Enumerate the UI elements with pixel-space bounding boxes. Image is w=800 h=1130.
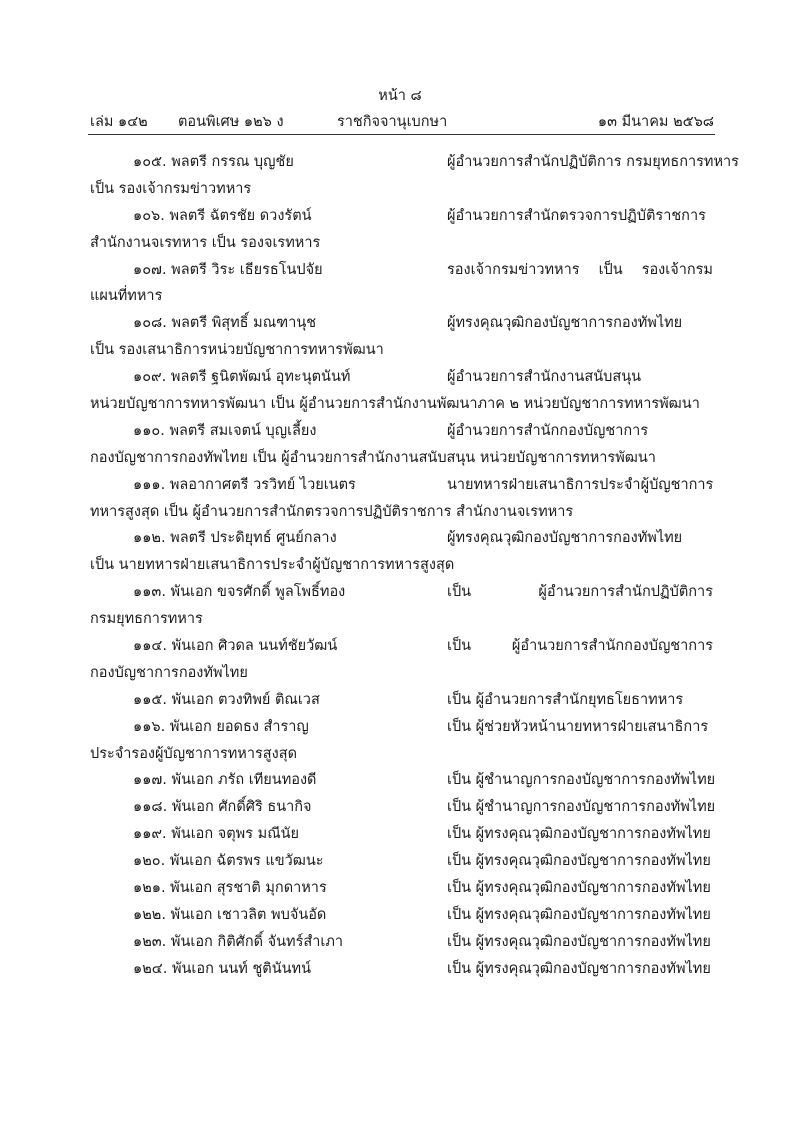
- position-continuation: เป็น รองเสนาธิการหน่วยบัญชาการทหารพัฒนา: [90, 342, 384, 359]
- list-item: [90, 902, 713, 929]
- position-text: รองเจ้ากรมข่าวทหาร เป็น รองเจ้ากรม: [447, 261, 713, 278]
- officer-name: ๑๐๙. พลตรี ฐนิตพัฒน์ อุทะนุตนันท์: [133, 369, 351, 386]
- list-item: [90, 203, 713, 230]
- position-continuation: แผนที่ทหาร: [90, 288, 163, 305]
- position-text: ผู้ทรงคุณวุฒิกองบัญชาการกองทัพไทย: [447, 530, 683, 547]
- officer-name: ๑๒๔. พันเอก นนท์ ชูตินันทน์: [133, 960, 312, 977]
- list-item-continuation: [90, 283, 713, 310]
- position-continuation: เป็น รองเจ้ากรมข่าวทหาร: [90, 180, 252, 197]
- position-continuation: ทหารสูงสุด เป็น ผู้อำนวยการสำนักตรวจการปฏิบัติราชการ สำนักงานจเรทหาร: [90, 503, 574, 520]
- volume: เล่ม ๑๔๒: [90, 114, 148, 130]
- page-number: หน้า ๘: [378, 88, 422, 104]
- position-continuation: กองบัญชาการกองทัพไทย: [90, 664, 248, 681]
- list-item: [90, 875, 713, 902]
- officer-name: ๑๒๑. พันเอก สุรชาติ มุกดาหาร: [133, 880, 327, 897]
- list-item-continuation: [90, 741, 713, 768]
- position-text: ผู้อำนวยการสำนักปฏิบัติการ กรมยุทธการทหาร: [447, 154, 739, 170]
- position-text: เป็น ผู้ทรงคุณวุฒิกองบัญชาการกองทัพไทย: [447, 853, 711, 870]
- list-item-continuation: [90, 337, 713, 364]
- position-continuation: กรมยุทธการทหาร: [90, 611, 203, 628]
- position-text: เป็น ผู้ทรงคุณวุฒิกองบัญชาการกองทัพไทย: [447, 960, 711, 977]
- position-continuation: หน่วยบัญชาการทหารพัฒนา เป็น ผู้อำนวยการสำนักงานพัฒนาภาค ๒ หน่วยบัญชาการทหารพัฒนา: [90, 396, 700, 413]
- list-item: [90, 418, 713, 445]
- officer-name: ๑๒๐. พันเอก ฉัตรพร แขวัฒนะ: [133, 853, 324, 870]
- officer-name: ๑๐๖. พลตรี ฉัตรชัย ดวงรัตน์: [133, 207, 312, 224]
- position-continuation: สำนักงานจเรทหาร เป็น รองจเรทหาร: [90, 234, 321, 251]
- list-item: [90, 821, 713, 848]
- list-item-continuation: [90, 230, 713, 257]
- appointment-list: [90, 149, 739, 983]
- list-item-continuation: [90, 660, 713, 687]
- officer-name: ๑๑๔. พันเอก ศิวดล นนท์ชัยวัฒน์: [133, 638, 338, 655]
- officer-name: ๑๑๕. พันเอก ตวงทิพย์ ติณเวส: [133, 691, 320, 708]
- list-item: [90, 149, 739, 176]
- date: ๑๓ มีนาคม ๒๕๖๘: [597, 114, 714, 130]
- list-item-continuation: [90, 552, 713, 579]
- officer-name: ๑๒๒. พันเอก เชาวลิต พบจันอัด: [133, 906, 327, 923]
- list-item: [90, 687, 713, 714]
- position-text: เป็น ผู้ทรงคุณวุฒิกองบัญชาการกองทัพไทย: [447, 933, 711, 950]
- position-continuation: กองบัญชาการกองทัพไทย เป็น ผู้อำนวยการสำนักงานสนับสนุน หน่วยบัญชาการทหารพัฒนา: [90, 449, 656, 466]
- position-text: ผู้อำนวยการสำนักตรวจการปฏิบัติราชการ: [447, 207, 706, 224]
- position-text: เป็น ผู้อำนวยการสำนักยุทธโยธาทหาร: [447, 691, 684, 708]
- list-item: [90, 579, 713, 606]
- officer-name: ๑๐๕. พลตรี กรรณ บุญชัย: [133, 154, 294, 170]
- list-item: [90, 714, 713, 741]
- officer-name: ๑๑๒. พลตรี ประดิยุทธ์ ศูนย์กลาง: [133, 530, 337, 547]
- list-item: [90, 472, 713, 499]
- position-text: เป็น ผู้ชำนาญการกองบัญชาการกองทัพไทย: [447, 799, 716, 816]
- list-item: [90, 767, 716, 794]
- list-item-continuation: [90, 176, 713, 203]
- list-item-continuation: [90, 606, 713, 633]
- issue: ตอนพิเศษ ๑๒๖ ง: [178, 114, 284, 130]
- position-text: ผู้อำนวยการสำนักงานสนับสนุน: [447, 369, 642, 386]
- officer-name: ๑๑๙. พันเอก จตุพร มณีนัย: [133, 826, 300, 843]
- position-text: เป็น ผู้อำนวยการสำนักกองบัญชาการ: [447, 638, 713, 655]
- officer-name: ๑๑๐. พลตรี สมเจตน์ บุญเลี้ยง: [133, 422, 317, 439]
- position-text: เป็น ผู้ช่วยหัวหน้านายทหารฝ่ายเสนาธิการ: [447, 718, 709, 735]
- position-text: นายทหารฝ่ายเสนาธิการประจำผู้บัญชาการ: [447, 476, 714, 493]
- gazette-header: [90, 110, 714, 132]
- list-item-continuation: [90, 391, 713, 418]
- position-continuation: เป็น นายทหารฝ่ายเสนาธิการประจำผู้บัญชาการทหารสูงสุด: [90, 557, 455, 574]
- officer-name: ๑๑๓. พันเอก ขจรศักดิ์ พูลโพธิ์ทอง: [133, 584, 346, 601]
- list-item: [90, 848, 713, 875]
- officer-name: ๑๑๑. พลอากาศตรี วรวิทย์ ไวยเนตร: [133, 476, 356, 493]
- position-text: ผู้อำนวยการสำนักกองบัญชาการ: [447, 422, 649, 439]
- header-divider: [88, 134, 715, 135]
- list-item: [90, 794, 716, 821]
- list-item: [90, 364, 713, 391]
- position-text: เป็น ผู้ทรงคุณวุฒิกองบัญชาการกองทัพไทย: [447, 826, 711, 843]
- position-text: เป็น ผู้ทรงคุณวุฒิกองบัญชาการกองทัพไทย: [447, 880, 711, 897]
- list-item: [90, 257, 713, 284]
- position-text: ผู้ทรงคุณวุฒิกองบัญชาการกองทัพไทย: [447, 315, 683, 332]
- list-item: [90, 956, 713, 983]
- list-item: [90, 310, 713, 337]
- publication-title: ราชกิจจานุเบกษา: [337, 114, 448, 130]
- position-continuation: ประจำรองผู้บัญชาการทหารสูงสุด: [90, 745, 297, 762]
- officer-name: ๑๐๘. พลตรี พิสุทธิ์ มณฑานุช: [133, 315, 317, 332]
- list-item-continuation: [90, 445, 713, 472]
- officer-name: ๑๑๖. พันเอก ยอดธง สำราญ: [133, 718, 309, 735]
- officer-name: ๑๑๗. พันเอก ภรัถ เทียนทองดี: [133, 772, 317, 789]
- officer-name: ๑๒๓. พันเอก กิติศักดิ์ จันทร์สำเภา: [133, 933, 344, 950]
- list-item-continuation: [90, 499, 713, 526]
- officer-name: ๑๑๘. พันเอก ศักดิ์ศิริ ธนากิจ: [133, 799, 312, 816]
- position-text: เป็น ผู้อำนวยการสำนักปฏิบัติการ: [447, 584, 713, 601]
- officer-name: ๑๐๗. พลตรี วิระ เธียรธโนปจัย: [133, 261, 323, 278]
- position-text: เป็น ผู้ชำนาญการกองบัญชาการกองทัพไทย: [447, 772, 716, 789]
- list-item: [90, 929, 713, 956]
- list-item: [90, 633, 713, 660]
- position-text: เป็น ผู้ทรงคุณวุฒิกองบัญชาการกองทัพไทย: [447, 906, 711, 923]
- list-item: [90, 525, 713, 552]
